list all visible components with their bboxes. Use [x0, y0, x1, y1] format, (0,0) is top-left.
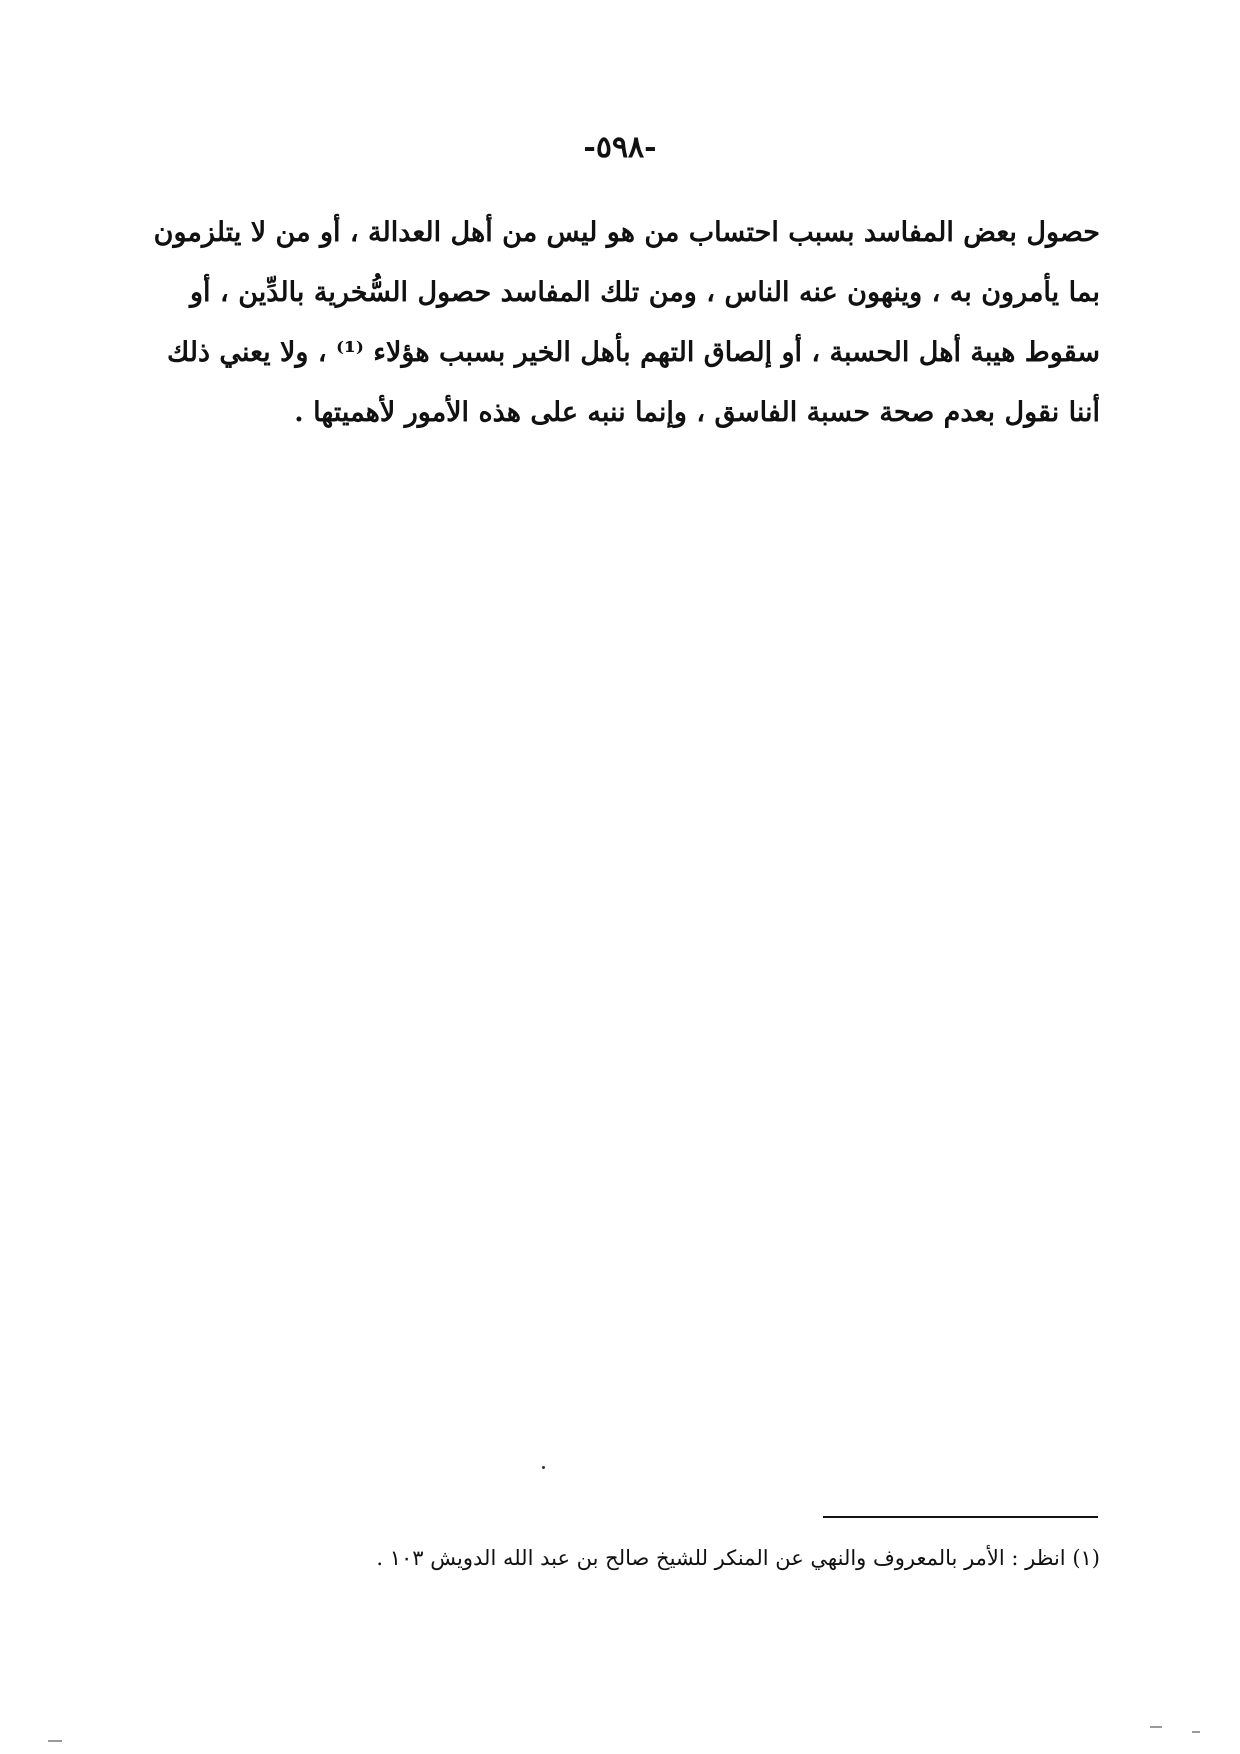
scan-speck	[1192, 1731, 1200, 1733]
body-text	[153, 203, 1100, 443]
scan-speck	[1150, 1726, 1162, 1728]
footnote: (١) انظر : الأمر بالمعروف والنهي عن المنكر للشيخ صالح بن عبد الله الدويش ١٠٣ .	[376, 1546, 1100, 1570]
body-line-1: حصول بعض المفاسد بسبب احتساب من هو ليس من أهل العدالة ، أو من لا يتلزمون	[153, 217, 1100, 248]
scan-speck	[48, 1740, 62, 1742]
footnote-separator	[823, 1516, 1098, 1518]
scan-dot	[542, 1466, 545, 1469]
body-line-3: سقوط هيبة أهل الحسبة ، أو إلصاق التهم بأهل الخير بسبب هؤلاء ⁽¹⁾ ، ولا يعني ذلك	[167, 337, 1100, 368]
page-number: -٥٩٨-	[583, 130, 657, 165]
body-line-2: بما يأمرون به ، وينهون عنه الناس ، ومن تلك المفاسد حصول السُّخرية بالدِّين ، أو	[190, 277, 1100, 308]
body-line-4: أننا نقول بعدم صحة حسبة الفاسق ، وإنما ننبه على هذه الأمور لأهميتها .	[294, 397, 1100, 428]
